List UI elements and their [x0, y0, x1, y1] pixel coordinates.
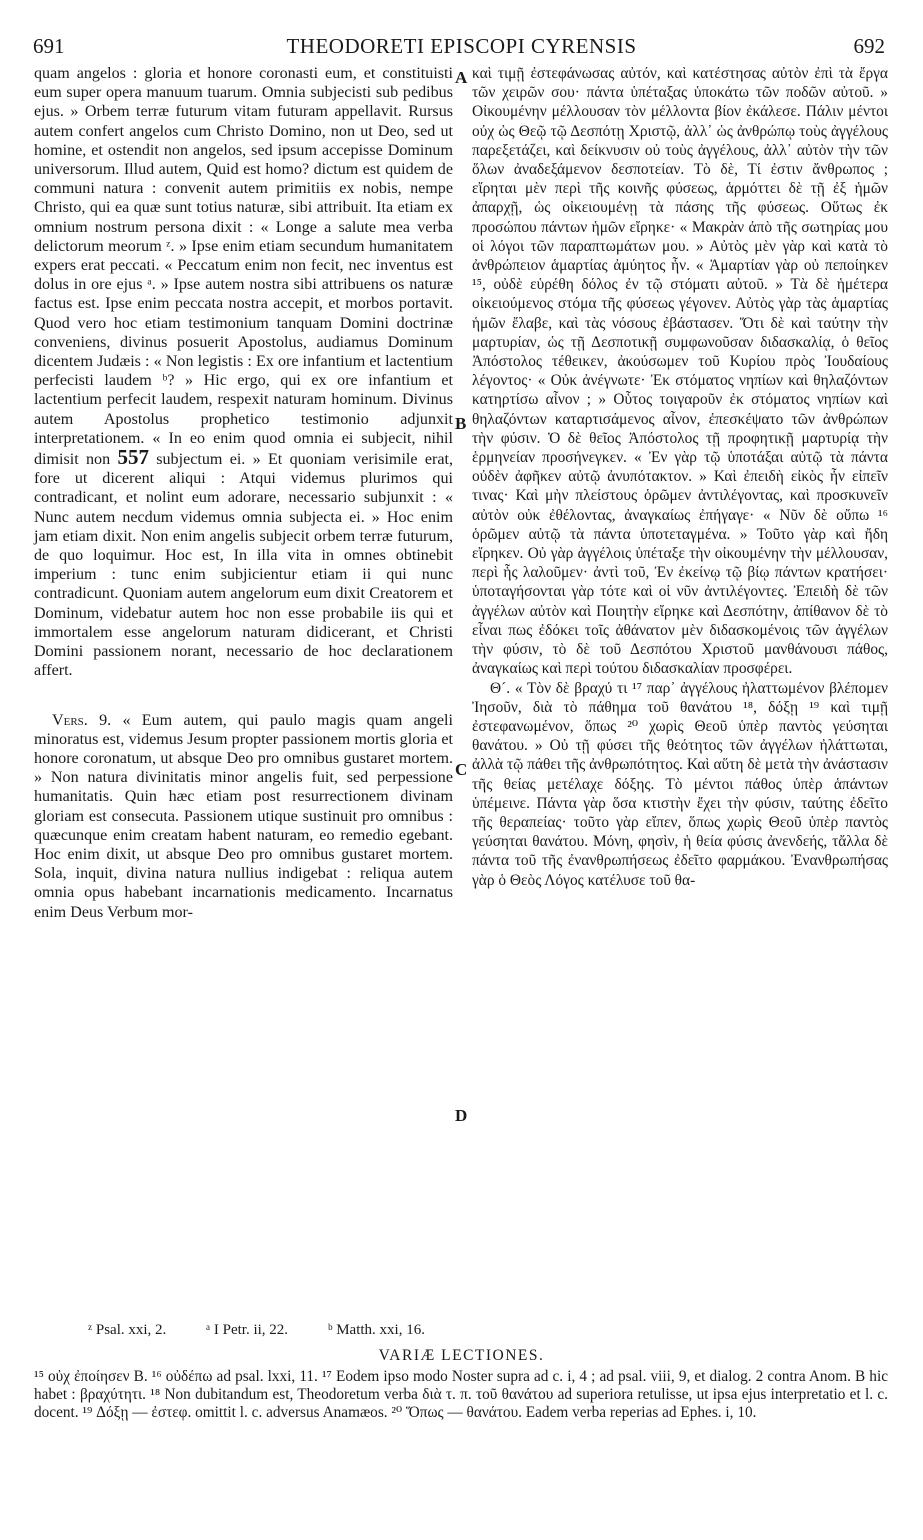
margin-letter-d: D	[455, 1106, 468, 1125]
page-number-right: 692	[853, 34, 885, 58]
latin-text-continued: subjectum ei. » Et quoniam verisimile erat, fore ut dicerent aliqui : Atqui videmus plurimos qui contradicant, et nolint eum adorare, necessario subjunxit : « Nunc autem necdum videmus omnia subjecta ei. » Hoc enim jam etiam dixit. Non enim angelis subjecit orbem terræ futurum, de quo loquimur. Hoc est, In illa vita in omnes obtinebit imperium : tunc enim subjicientur etiam ii qui nunc contradicunt. Quoniam autem angelorum eum dixit Creatorem et Dominum, videbatur autem hoc non esse probabile iis qui et immortalem esse angelorum naturam didicerant, et Christi Domini passionem norant, necessario de hoc declarationem affert.	[34, 451, 453, 680]
latin-verse-paragraph	[34, 711, 453, 922]
marginal-column-number: 557	[117, 445, 149, 470]
greek-verse-paragraph	[472, 679, 888, 890]
latin-text: quam angelos : gloria et honore coronasti eum, et constituisti eum super opera manuum tuarum. Omnia subjecisti sub pedibus ejus. » Orbem terræ futurum vitam futuram appellavit. Rursus autem confert angelos cum Christo Domino, non ut Deo, sed ut homine, et ostendit non angelos, sed ipsum accepisse Dominum universorum. Illud autem, Quid est homo? dictum est quidem de communi natura : convenit autem primitiis ex nobis, nempe Christo, qui ea quæ sunt totius naturæ, sibi attribuit. Ita etiam ex omnium nostrum persona dixit : « Longe a salute mea verba delictorum meorum ᶻ. » Ipse enim etiam secundum humanitatem expers erat peccati. « Peccatum enim non fecit, nec inventus est dolus in ore ejus ᵃ. » Ipse autem nostra sibi attribuens os naturæ factus est. Ipse enim peccata nostra accepit, et morbos portavit. Quod vero hoc etiam testimonium tanquam Domini doctrinæ conveniens, divinus posuerit Apostolus, audiamus Dominum dicentem Judæis : « Non legistis : Ex ore infantium et lactentium perfecisti laudem ᵇ? » Hic ergo, qui ex ore infantium et lactentium perfecit laudem, respexit naturam hominum. Divinus autem Apostolus prophetico testimonio adjunxit interpretationem. « In eo enim quod omnia ei subjecit, nihil dimisit non	[34, 65, 453, 469]
footnotes	[88, 1321, 908, 1339]
footnote: ᶻ Psal. xxi, 2.	[88, 1322, 167, 1338]
page-number-left: 691	[33, 34, 65, 58]
verse-label: Vers. 9.	[52, 711, 112, 729]
footnote: ᵇ Matth. xxi, 16.	[327, 1322, 425, 1338]
footnote: ᵃ I Petr. ii, 22.	[206, 1322, 289, 1338]
variae-lectiones	[34, 1368, 888, 1422]
variae-lectiones-text: ¹⁵ οὐχ ἐποίησεν B. ¹⁶ οὐδέπω ad psal. lxxi, 11. ¹⁷ Eodem ipso modo Noster supra ad c. i, 4 ; ad psal. viii, 9, et dialog. 2 contra Anom. B hic habet : βραχύτητι. ¹⁸ Non dubitandum est, Theodoretum verba διὰ τ. π. τοῦ θανάτου ad superiora retulisse, ut ipsa ejus interpretatio et l. c. docent. ¹⁹ Δόξῃ — ἐστεφ. omittit l. c. adversus Anamæos. ²⁰ Ὅπως — θανάτου. Eadem verba reperias ad Ephes. i, 10.	[34, 1368, 888, 1421]
margin-letter-b: B	[455, 414, 467, 433]
variae-lectiones-title: VARIÆ LECTIONES.	[378, 1347, 545, 1364]
latin-paragraph	[34, 64, 453, 681]
latin-column	[34, 64, 453, 922]
greek-paragraph: καὶ τιμῇ ἐστεφάνωσας αὐτόν, καὶ κατέστησας αὐτὸν ἐπὶ τὰ ἔργα τῶν χειρῶν σου· πάντα ὑπέταξας ὑποκάτω τῶν ποδῶν αὐτοῦ. » Οἰκουμένην μέλλουσαν τὸν μέλλοντα βίον ἐκάλεσε. Πάλιν μέντοι οὐχ ὡς Θεῷ τῷ Δεσπότῃ Χριστῷ, ἀλλ᾽ ὡς ἀνθρώπῳ τοὺς ἀγγέλους παρεξετάζει, καὶ δείκνυσιν οὐ τοὺς ἀγγέλους, ἀλλ᾽ αὐτὸν τὴν τῶν ὅλων ἀναδεξάμενον δεσποτείαν. Τὸ δὲ, Τί ἐστιν ἄνθρωπος ; εἴρηται μὲν περὶ τῆς κοινῆς φύσεως, ἁρμόττει δὲ τῇ ἐξ ἡμῶν ἀπαρχῇ, ὡς οἰκειουμένῃ τὰ πάσης τῆς φύσεως. Οὕτως ἐκ προσώπου πάντων ἡμῶν εἴρηκε· « Μακρὰν ἀπὸ τῆς σωτηρίας μου οἱ λόγοι τῶν παραπτωμάτων μου. » Αὐτὸς μὲν γὰρ καὶ κατὰ τὸ ἀνθρώπειον ἁμαρτίας ἀμύητος ἦν. « Ἁμαρτίαν γὰρ οὐ πεποίηκεν ¹⁵, οὐδὲ εὑρέθη δόλος ἐν τῷ στόματι αὐτοῦ. » Τὰ δὲ ἡμέτερα οἰκειούμενος στόμα τῆς φύσεως γέγονεν. Αὐτὸς γὰρ τὰς ἁμαρτίας ἡμῶν ἔλαβε, καὶ τὰς νόσους ἐβάστασεν. Ὅτι δὲ καὶ ταύτην τὴν μαρτυρίαν, ὡς τῇ Δεσποτικῇ συμφωνοῦσαν διδασκαλίᾳ, ὁ θεῖος Ἀπόστολος τέθεικεν, ἀκούσωμεν τοῦ Κυρίου πρὸς Ἰουδαίους λέγοντος· « Οὐκ ἀνέγνωτε· Ἐκ στόματος νηπίων καὶ θηλαζόντων κατηρτίσω αἶνον ; » Οὗτος τοιγαροῦν ἐκ στόματος νηπίων καὶ θηλαζόντων καταρτισάμενος αἶνον, ἐπεσκέψατο τῶν ἀνθρώπων τὴν φύσιν. Ὁ δὲ θεῖος Ἀπόστολος τῇ προφητικῇ μαρτυρίᾳ τὴν ἑρμηνείαν προσήνεγκεν. « Ἐν γὰρ τῷ ὑποτάξαι αὐτῷ τὰ πάντα οὐδὲν ἀφῆκεν αὐτῷ ἀνυπότακτον. » Καὶ ἐπειδὴ εἰκὸς ἦν εἰπεῖν τινας· Καὶ μὴν πλείστους ὁρῶμεν ἀντιλέγοντας, καὶ προσκυνεῖν αὐτὸν οὐκ ἐθέλοντας, ἀναγκαίως ἐπήγαγε· « Νῦν δὲ οὔπω ¹⁶ ὁρῶμεν αὐτῷ τὰ πάντα ὑποτεταγμένα. » Τοῦτο γὰρ καὶ ἤδη εἴρηκεν. Οὐ γὰρ ἀγγέλοις ὑπέταξε τὴν οἰκουμένην τὴν μέλλουσαν, περὶ ἧς λαλοῦμεν· ἀντὶ τοῦ, Ἐν ἐκείνῳ τῷ βίῳ πάντων κρατήσει· ὑποταγήσονται γὰρ τότε καὶ οἱ νῦν ἀντιλέγοντες. Ἐπειδὴ δὲ τῶν ἀγγέλων αὐτὸν καὶ Ποιητὴν εἴρηκε καὶ Δεσπότην, ἀπίθανον δὲ τὸ εἶναι πως ἐδόκει τοῖς ἀθάνατον μὲν διδασκομένοις τῶν ἀγγέλων τὴν φύσιν, τὸ δὲ τοῦ Δεσπότου Χριστοῦ μανθάνουσι πάθος, ἀναγκαίως καὶ περὶ τούτου διδασκαλίαν προσφέρει.	[472, 65, 888, 678]
greek-verse-text: « Τὸν δὲ βραχύ τι ¹⁷ παρ᾽ ἀγγέλους ἠλαττωμένον βλέπομεν Ἰησοῦν, διὰ τὸ πάθημα τοῦ θανάτου ¹⁸, δόξῃ ¹⁹ καὶ τιμῇ ἐστεφανωμένον, ὅπως ²⁰ χωρὶς Θεοῦ ὑπὲρ παντὸς γεύσηται θανάτου. » Οὐ τῇ φύσει τῆς θεότητος τῶν ἀγγέλων ἠλάττωται, ἀλλὰ τῷ πάθει τῆς ἀνθρωπότητος. Καὶ αὕτη δὲ μετὰ τὴν ἀνάστασιν τῆς θείας μετέλαχε δόξης. Τὸ μέντοι πάθος ὑπὲρ ἁπάντων ὑπέμεινε. Πάντα γὰρ ὅσα κτιστὴν ἔχει τὴν φύσιν, ταύτης ἐδεῖτο τῆς θεραπείας· τοῦτο γὰρ εἴπεν, ὅπως χωρὶς Θεοῦ ὑπὲρ παντὸς γεύσηται θανάτου. Μόνη, φησὶν, ἡ θεία φύσις ἀνενδεής, τἄλλα δὲ πάντα τοῦ τῆς ἐνανθρωπήσεως ἐδεῖτο φαρμάκου. Ἐνανθρωπήσας γὰρ ὁ Θεὸς Λόγος κατέλυσε τοῦ θα-	[472, 679, 888, 889]
margin-letter-c: C	[455, 760, 468, 779]
margin-letter-a: A	[455, 68, 468, 87]
latin-verse-text: « Eum autem, qui paulo magis quam angeli minoratus est, videmus Jesum propter passionem mortis gloria et honore coronatum, ut absque Deo pro omnibus gustaret mortem. » Non natura divinitatis minor angelis fuit, sed perpessione humanitatis. Quin hæc etiam post resurrectionem divinam gloriam est consecuta. Passionem utique sustinuit pro omnibus : quæcunque enim creatam habent naturam, eo remedio egebant. Hoc enim dixit, ut absque Deo pro omnibus gustaret mortem. Sola, inquit, divina natura nullius indigebat : reliqua autem omnia opus habebant incarnationis medicamento. Incarnatus enim Deus Verbum mor-	[34, 711, 453, 921]
running-title: THEODORETI EPISCOPI CYRENSIS	[286, 34, 637, 58]
greek-column	[472, 64, 888, 890]
greek-verse-label: Θ´.	[490, 679, 511, 697]
